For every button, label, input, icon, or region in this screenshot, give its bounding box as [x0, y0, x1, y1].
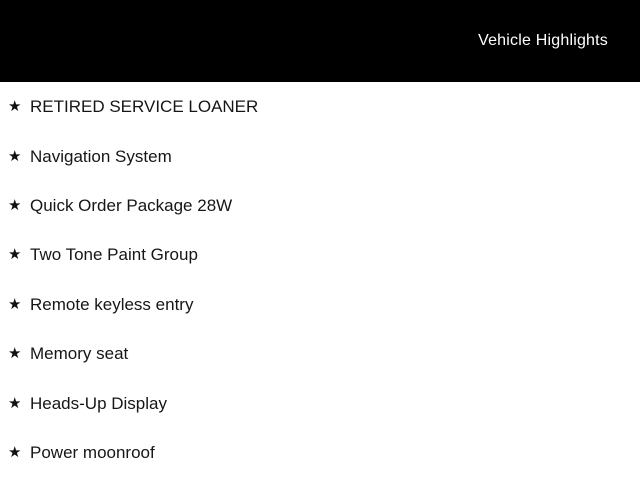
- star-icon: ★: [8, 295, 22, 313]
- list-item: [0, 280, 640, 329]
- list-item-label: Quick Order Package 28W: [30, 195, 233, 215]
- list-item-label: Remote keyless entry: [30, 294, 194, 314]
- list-item-label: RETIRED SERVICE LOANER: [30, 97, 259, 117]
- list-item: [0, 428, 640, 477]
- page-title: Vehicle Highlights: [478, 32, 608, 49]
- star-icon: ★: [8, 394, 22, 412]
- list-item: [0, 230, 640, 279]
- list-item: [0, 82, 640, 131]
- star-icon: ★: [8, 246, 22, 264]
- list-item: [0, 378, 640, 427]
- star-icon: ★: [8, 345, 22, 363]
- list-item: [0, 329, 640, 378]
- list-item: [0, 131, 640, 180]
- list-item-label: Power moonroof: [30, 442, 155, 462]
- header-bar: [0, 0, 640, 82]
- highlights-list: [0, 82, 640, 477]
- star-icon: ★: [8, 196, 22, 214]
- list-item-label: Heads-Up Display: [30, 393, 167, 413]
- star-icon: ★: [8, 98, 22, 116]
- star-icon: ★: [8, 443, 22, 461]
- list-item-label: Memory seat: [30, 344, 129, 364]
- list-item-label: Two Tone Paint Group: [30, 245, 198, 265]
- list-item: [0, 181, 640, 230]
- list-item-label: Navigation System: [30, 146, 172, 166]
- star-icon: ★: [8, 147, 22, 165]
